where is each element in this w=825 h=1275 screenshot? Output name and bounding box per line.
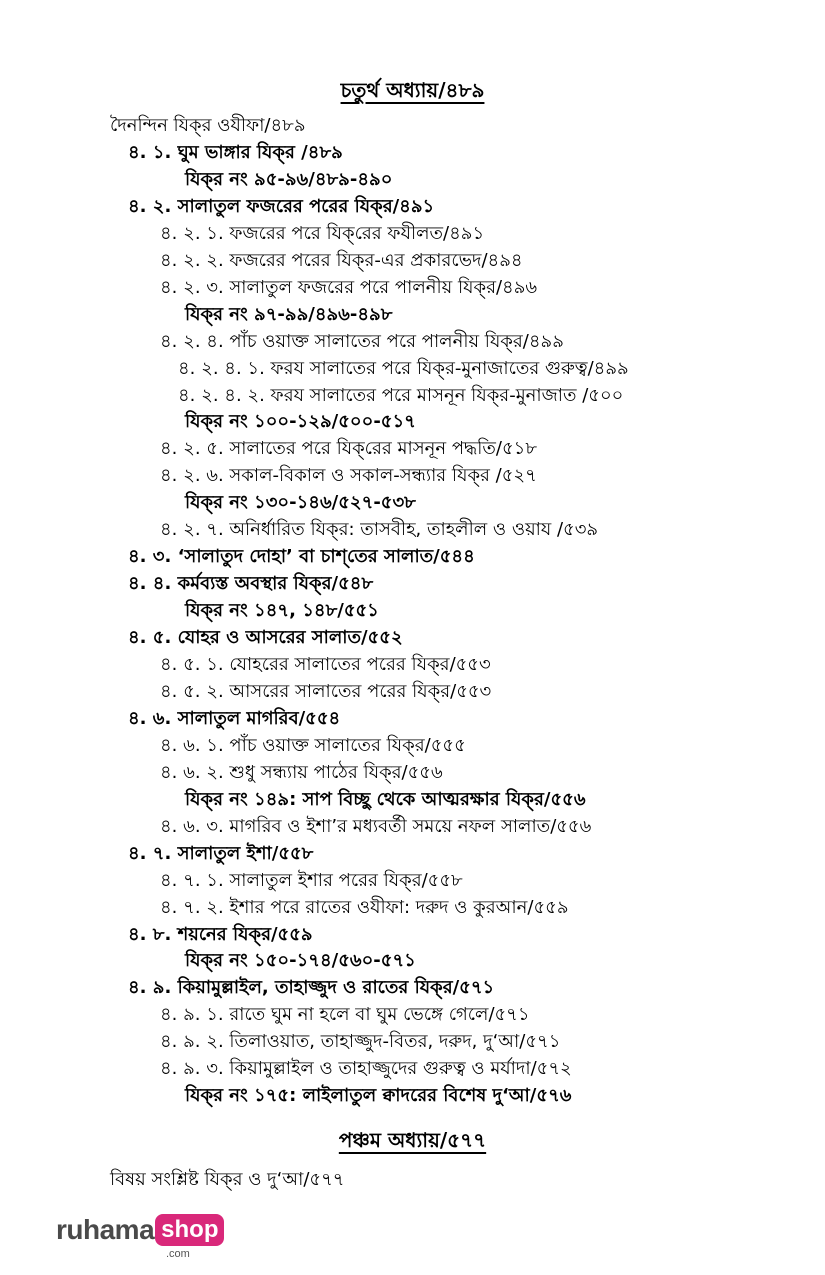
- toc-entry: ৪. ২. ৩. সালাতুল ফজরের পরে পালনীয় যিক্‌র/৪৯৬: [160, 276, 538, 298]
- toc-entry: ৪. ২. ৬. সকাল-বিকাল ও সকাল-সন্ধ্যার যিক্‌র /৫২৭: [160, 465, 537, 487]
- toc-entry: ৪. ৫. যোহর ও আসরের সালাত/৫৫২: [128, 627, 403, 649]
- toc-entry: ৪. ২. ৪. পাঁচ ওয়াক্ত সালাতের পরে পালনীয় যিক্‌র/৪৯৯: [160, 330, 564, 352]
- toc-entry: ৪. ২. ৭. অনির্ধারিত যিক্‌র: তাসবীহ, তাহলীল ও ওয়ায /৫৩৯: [160, 519, 599, 541]
- chapter-5-heading: [0, 1126, 825, 1159]
- toc-entry: যিক্‌র নং ১৫০-১৭৪/৫৬০-৫৭১: [185, 950, 416, 972]
- toc-entry: ৪. ৬. ২. শুধু সন্ধ্যায় পাঠের যিক্‌র/৫৫৬: [160, 761, 443, 783]
- toc-entry: ৪. ২. ২. ফজরের পরের যিক্‌র-এর প্রকারভেদ/৪৯৪: [160, 249, 523, 271]
- chapter-4-heading: [0, 76, 825, 109]
- toc-entry: ৪. ৪. কর্মব্যস্ত অবস্থার যিক্‌র/৫৪৮: [128, 573, 374, 595]
- toc-entry: যিক্‌র নং ৯৭-৯৯/৪৯৬-৪৯৮: [185, 303, 393, 325]
- toc-entry: ৪. ৯. কিয়ামুল্লাইল, তাহাজ্জুদ ও রাতের যিক্‌র/৫৭১: [128, 977, 495, 999]
- toc-entry: ৪. ২. ৪. ১. ফরয সালাতের পরে যিক্‌র-মুনাজাতের গুরুত্ব/৪৯৯: [178, 357, 629, 379]
- toc-entry: যিক্‌র নং ১৩০-১৪৬/৫২৭-৫৩৮: [185, 492, 416, 514]
- toc-entry: ৪. ৭. ২. ইশার পরে রাতের ওযীফা: দরুদ ও কুরআন/৫৫৯: [160, 896, 569, 918]
- toc-entry: ৪. ২. ৪. ২. ফরয সালাতের পরে মাসনূন যিক্‌র-মুনাজাত /৫০০: [178, 384, 624, 406]
- toc-entry: ৪. ৩. ‘সালাতুদ দোহা’ বা চাশ্‌তের সালাত/৫৪৪: [128, 546, 475, 568]
- toc-entry: ৪. ৬. সালাতুল মাগরিব/৫৫৪: [128, 707, 341, 729]
- toc-entry: ৪. ৭. ১. সালাতুল ইশার পরের যিক্‌র/৫৫৮: [160, 869, 463, 891]
- toc-entry: যিক্‌র নং ১০০-১২৯/৫০০-৫১৭: [185, 411, 416, 433]
- toc-entry: ৪. ৬. ৩. মাগরিব ও ইশা’র মধ্যবর্তী সময়ে নফল সালাত/৫৫৬: [160, 815, 592, 837]
- toc-entry: ৪. ৫. ১. যোহরের সালাতের পরের যিক্‌র/৫৫৩: [160, 654, 491, 675]
- toc-entry: ৪. ২. সালাতুল ফজরের পরের যিক্‌র/৪৯১: [128, 195, 435, 217]
- toc-entry: ৪. ১. ঘুম ভাঙ্গার যিক্‌র /৪৮৯: [128, 141, 343, 163]
- toc-entry: ৪. ৭. সালাতুল ইশা/৫৫৮: [128, 842, 314, 864]
- toc-entry: যিক্‌র নং ১৪৯: সাপ বিচ্ছু থেকে আত্মরক্ষার যিক্‌র/৫৫৬: [185, 788, 586, 810]
- chapter-4-title: চতুর্থ অধ্যায়/৪৮৯: [340, 78, 485, 102]
- toc-entry: ৪. ৯. ১. রাতে ঘুম না হলে বা ঘুম ভেঙ্গে গেলে/৫৭১: [160, 1004, 530, 1026]
- ruhamashop-logo: [56, 1214, 224, 1260]
- toc-entry: ৪. ৬. ১. পাঁচ ওয়াক্ত সালাতের যিক্‌র/৫৫৫: [160, 734, 466, 756]
- toc-entry: যিক্‌র নং ১৭৫: লাইলাতুল ক্বাদরের বিশেষ দু‘আ/৫৭৬: [185, 1085, 572, 1107]
- chapter-5-title: পঞ্চম অধ্যায়/৫৭৭: [338, 1128, 487, 1152]
- toc-entry: ৪. ২. ৫. সালাতের পরে যিক্‌রের মাসনূন পদ্ধতি/৫১৮: [160, 438, 538, 460]
- logo-domain-suffix: .com: [166, 1248, 190, 1260]
- toc-entry: ৪. ৫. ২. আসরের সালাতের পরের যিক্‌র/৫৫৩: [160, 680, 492, 702]
- toc-entry: ৪. ৯. ৩. কিয়ামুল্লাইল ও তাহাজ্জুদের গুরুত্ব ও মর্যাদা/৫৭২: [160, 1058, 572, 1080]
- toc-entry: ৪. ২. ১. ফজরের পরে যিক্‌রের ফযীলত/৪৯১: [160, 222, 485, 244]
- toc-entry: যিক্‌র নং ১৪৭, ১৪৮/৫৫১: [185, 600, 379, 622]
- toc-entry: ৪. ৮. শয়নের যিক্‌র/৫৫৯: [128, 923, 313, 945]
- logo-ruhama-text: ruhama: [56, 1214, 155, 1245]
- toc-entry: ৪. ৯. ২. তিলাওয়াত, তাহাজ্জুদ-বিতর, দরুদ, দু‘আ/৫৭১: [160, 1031, 561, 1053]
- logo-shop-badge: shop: [155, 1214, 224, 1246]
- toc-entry: যিক্‌র নং ৯৫-৯৬/৪৮৯-৪৯০: [185, 168, 393, 190]
- toc-entry: দৈনন্দিন যিক্‌র ওযীফা/৪৮৯: [110, 115, 306, 136]
- chapter-5-entry: বিষয় সংশ্লিষ্ট যিক্‌র ও দু‘আ/৫৭৭: [110, 1169, 345, 1190]
